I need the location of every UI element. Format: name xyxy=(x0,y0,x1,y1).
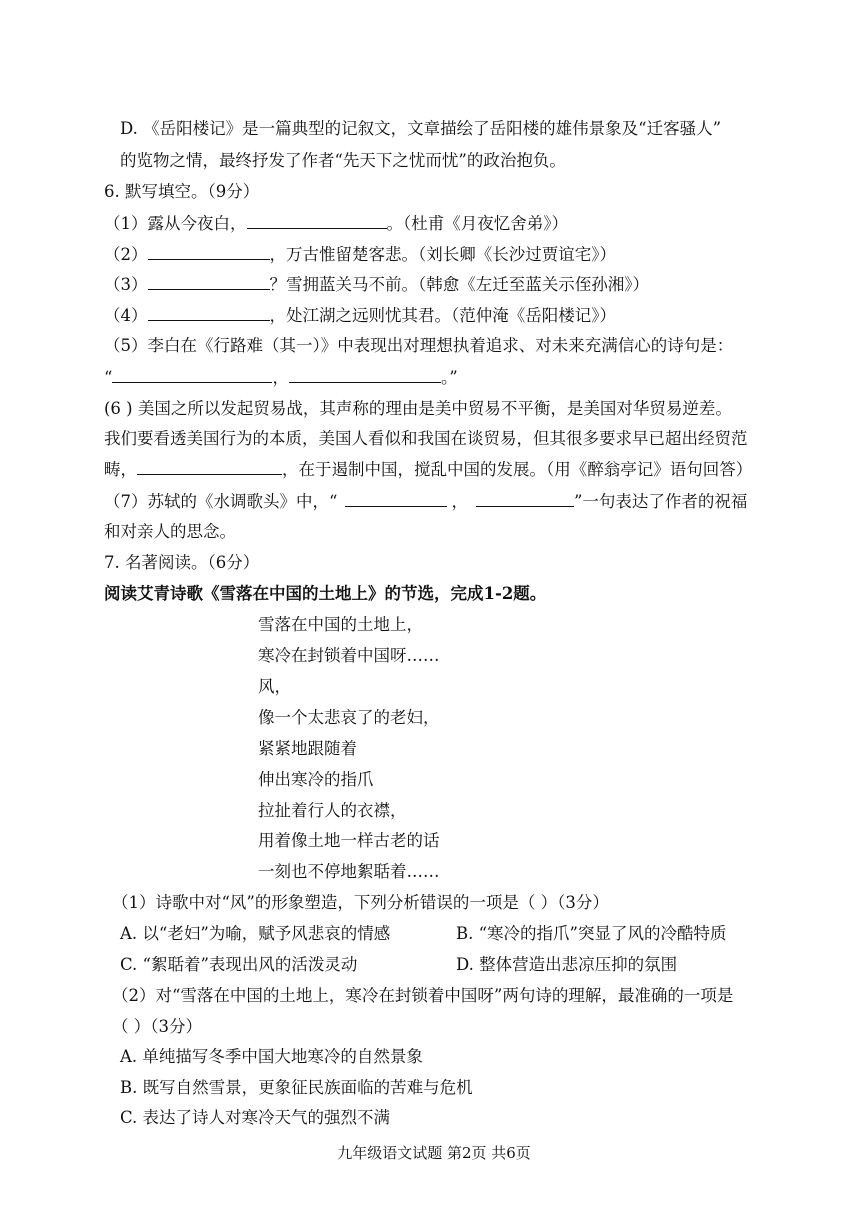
q7-sub1-stem: （1）诗歌中对“风”的形象塑造，下列分析错误的一项是（ ）（3分） xyxy=(112,893,609,912)
q6-item-3-blank[interactable] xyxy=(148,273,270,290)
q6-item-5-blank-1[interactable] xyxy=(112,366,272,383)
poem-line-6: 伸出寒冷的指爪 xyxy=(258,770,374,789)
q7-sub2-stem: （2）对“雪落在中国的土地上，寒冷在封锁着中国呀”两句诗的理解，最准确的一项是 xyxy=(112,986,734,1005)
q6-item-5-open-quote: “ xyxy=(104,368,113,387)
q6-item-5-close: 。” xyxy=(440,368,458,387)
q7-sub1-option-a[interactable]: A. 以“老妇”为喻，赋予风悲哀的情感 xyxy=(120,924,391,943)
poem-line-8: 用着像土地一样古老的话 xyxy=(258,831,440,850)
q6-item-7-blank-1[interactable] xyxy=(345,490,447,507)
poem-line-2: 寒冷在封锁着中国呀…… xyxy=(258,646,440,665)
q6-item-5-comma: ， xyxy=(272,368,289,387)
q6-item-4 xyxy=(104,304,616,327)
q6-item-3 xyxy=(104,273,649,296)
poem-line-4: 像一个太悲哀了的老妇， xyxy=(258,708,440,727)
q7-sub2-option-c[interactable]: C. 表达了诗人对寒冷天气的强烈不满 xyxy=(120,1108,391,1127)
q6-item-6-line3 xyxy=(104,458,752,481)
q6-item-5-line2 xyxy=(104,366,458,389)
poem-line-7: 拉扯着行人的衣襟， xyxy=(258,801,407,820)
q7-sub2-paren: （ ）（3分） xyxy=(112,1017,202,1036)
q6-item-7-prefix: （7）苏轼的《水调歌头》中，“ xyxy=(104,492,338,511)
q6-item-6-suffix: ，在于遏制中国，搅乱中国的发展。（用《醉翁亭记》语句回答） xyxy=(282,460,753,479)
q7-instruction: 阅读艾青诗歌《雪落在中国的土地上》的节选，完成1-2题。 xyxy=(104,584,547,603)
q6-item-3-suffix: ？雪拥蓝关马不前。（韩愈《左迁至蓝关示侄孙湘》） xyxy=(269,275,649,294)
q6-item-7-line1 xyxy=(104,490,747,513)
q6-item-1-blank[interactable] xyxy=(247,212,387,229)
q7-sub2-option-b[interactable]: B. 既写自然雪景，更象征民族面临的苦难与危机 xyxy=(120,1078,473,1097)
poem-line-3: 风， xyxy=(258,677,291,696)
q7-sub1-option-d[interactable]: D. 整体营造出悲凉压抑的氛围 xyxy=(456,955,678,974)
q7-header: 7. 名著阅读。（6分） xyxy=(104,553,260,572)
q6-item-2 xyxy=(104,243,616,266)
q7-sub2-option-a[interactable]: A. 单纯描写冬季中国大地寒冷的自然景象 xyxy=(120,1047,423,1066)
q6-item-7-suffix: ”一句表达了作者的祝福 xyxy=(573,492,748,511)
q6-item-6-line1: (6 ) 美国之所以发起贸易战，其声称的理由是美中贸易不平衡，是美国对华贸易逆差。 xyxy=(104,399,732,418)
q6-item-3-prefix: （3） xyxy=(104,275,148,294)
q6-item-1 xyxy=(104,212,568,235)
q6-item-7-mid: ， xyxy=(451,492,468,511)
q6-item-6-prefix: 畴， xyxy=(104,460,137,479)
poem-line-1: 雪落在中国的土地上， xyxy=(258,615,423,634)
q6-header: 6. 默写填空。（9分） xyxy=(104,182,260,201)
poem-line-5: 紧紧地跟随着 xyxy=(258,739,357,758)
q6-item-4-suffix: ，处江湖之远则忧其君。（范仲淹《岳阳楼记》） xyxy=(269,306,616,325)
q6-item-6-line2: 我们要看透美国行为的本质，美国人看似和我国在谈贸易，但其很多要求早已超出经贸范 xyxy=(104,429,748,448)
q6-item-4-prefix: （4） xyxy=(104,306,148,325)
poem-line-9: 一刻也不停地絮聒着…… xyxy=(258,862,440,881)
page-footer: 九年级语文试题 第2页 共6页 xyxy=(337,1144,531,1162)
q6-item-1-prefix: （1）露从今夜白， xyxy=(104,214,247,233)
q6-item-5-line1: （5）李白在《行路难（其一）》中表现出对理想执着追求、对未来充满信心的诗句是： xyxy=(104,336,734,355)
q6-item-1-suffix: 。（杜甫《月夜忆舍弟》） xyxy=(386,214,568,233)
q6-item-5-blank-2[interactable] xyxy=(289,366,441,383)
q7-sub1-option-c[interactable]: C. “絮聒着”表现出风的活泼灵动 xyxy=(120,955,358,974)
q5-option-d-line1: D. 《岳阳楼记》是一篇典型的记叙文，文章描绘了岳阳楼的雄伟景象及“迁客骚人” xyxy=(120,119,722,138)
q6-item-6-blank[interactable] xyxy=(137,458,282,475)
q6-item-2-suffix: ，万古惟留楚客悲。（刘长卿《长沙过贾谊宅》） xyxy=(269,245,616,264)
q7-sub1-option-b[interactable]: B. “寒冷的指爪”突显了风的冷酷特质 xyxy=(456,924,727,943)
q6-item-2-prefix: （2） xyxy=(104,245,148,264)
q6-item-7-blank-2[interactable] xyxy=(476,490,574,507)
q6-item-2-blank[interactable] xyxy=(148,243,270,260)
q6-item-7-line2: 和对亲人的思念。 xyxy=(104,522,236,541)
q5-option-d-line2: 的览物之情，最终抒发了作者“先天下之忧而忧”的政治抱负。 xyxy=(120,151,566,170)
q6-item-4-blank[interactable] xyxy=(148,304,270,321)
